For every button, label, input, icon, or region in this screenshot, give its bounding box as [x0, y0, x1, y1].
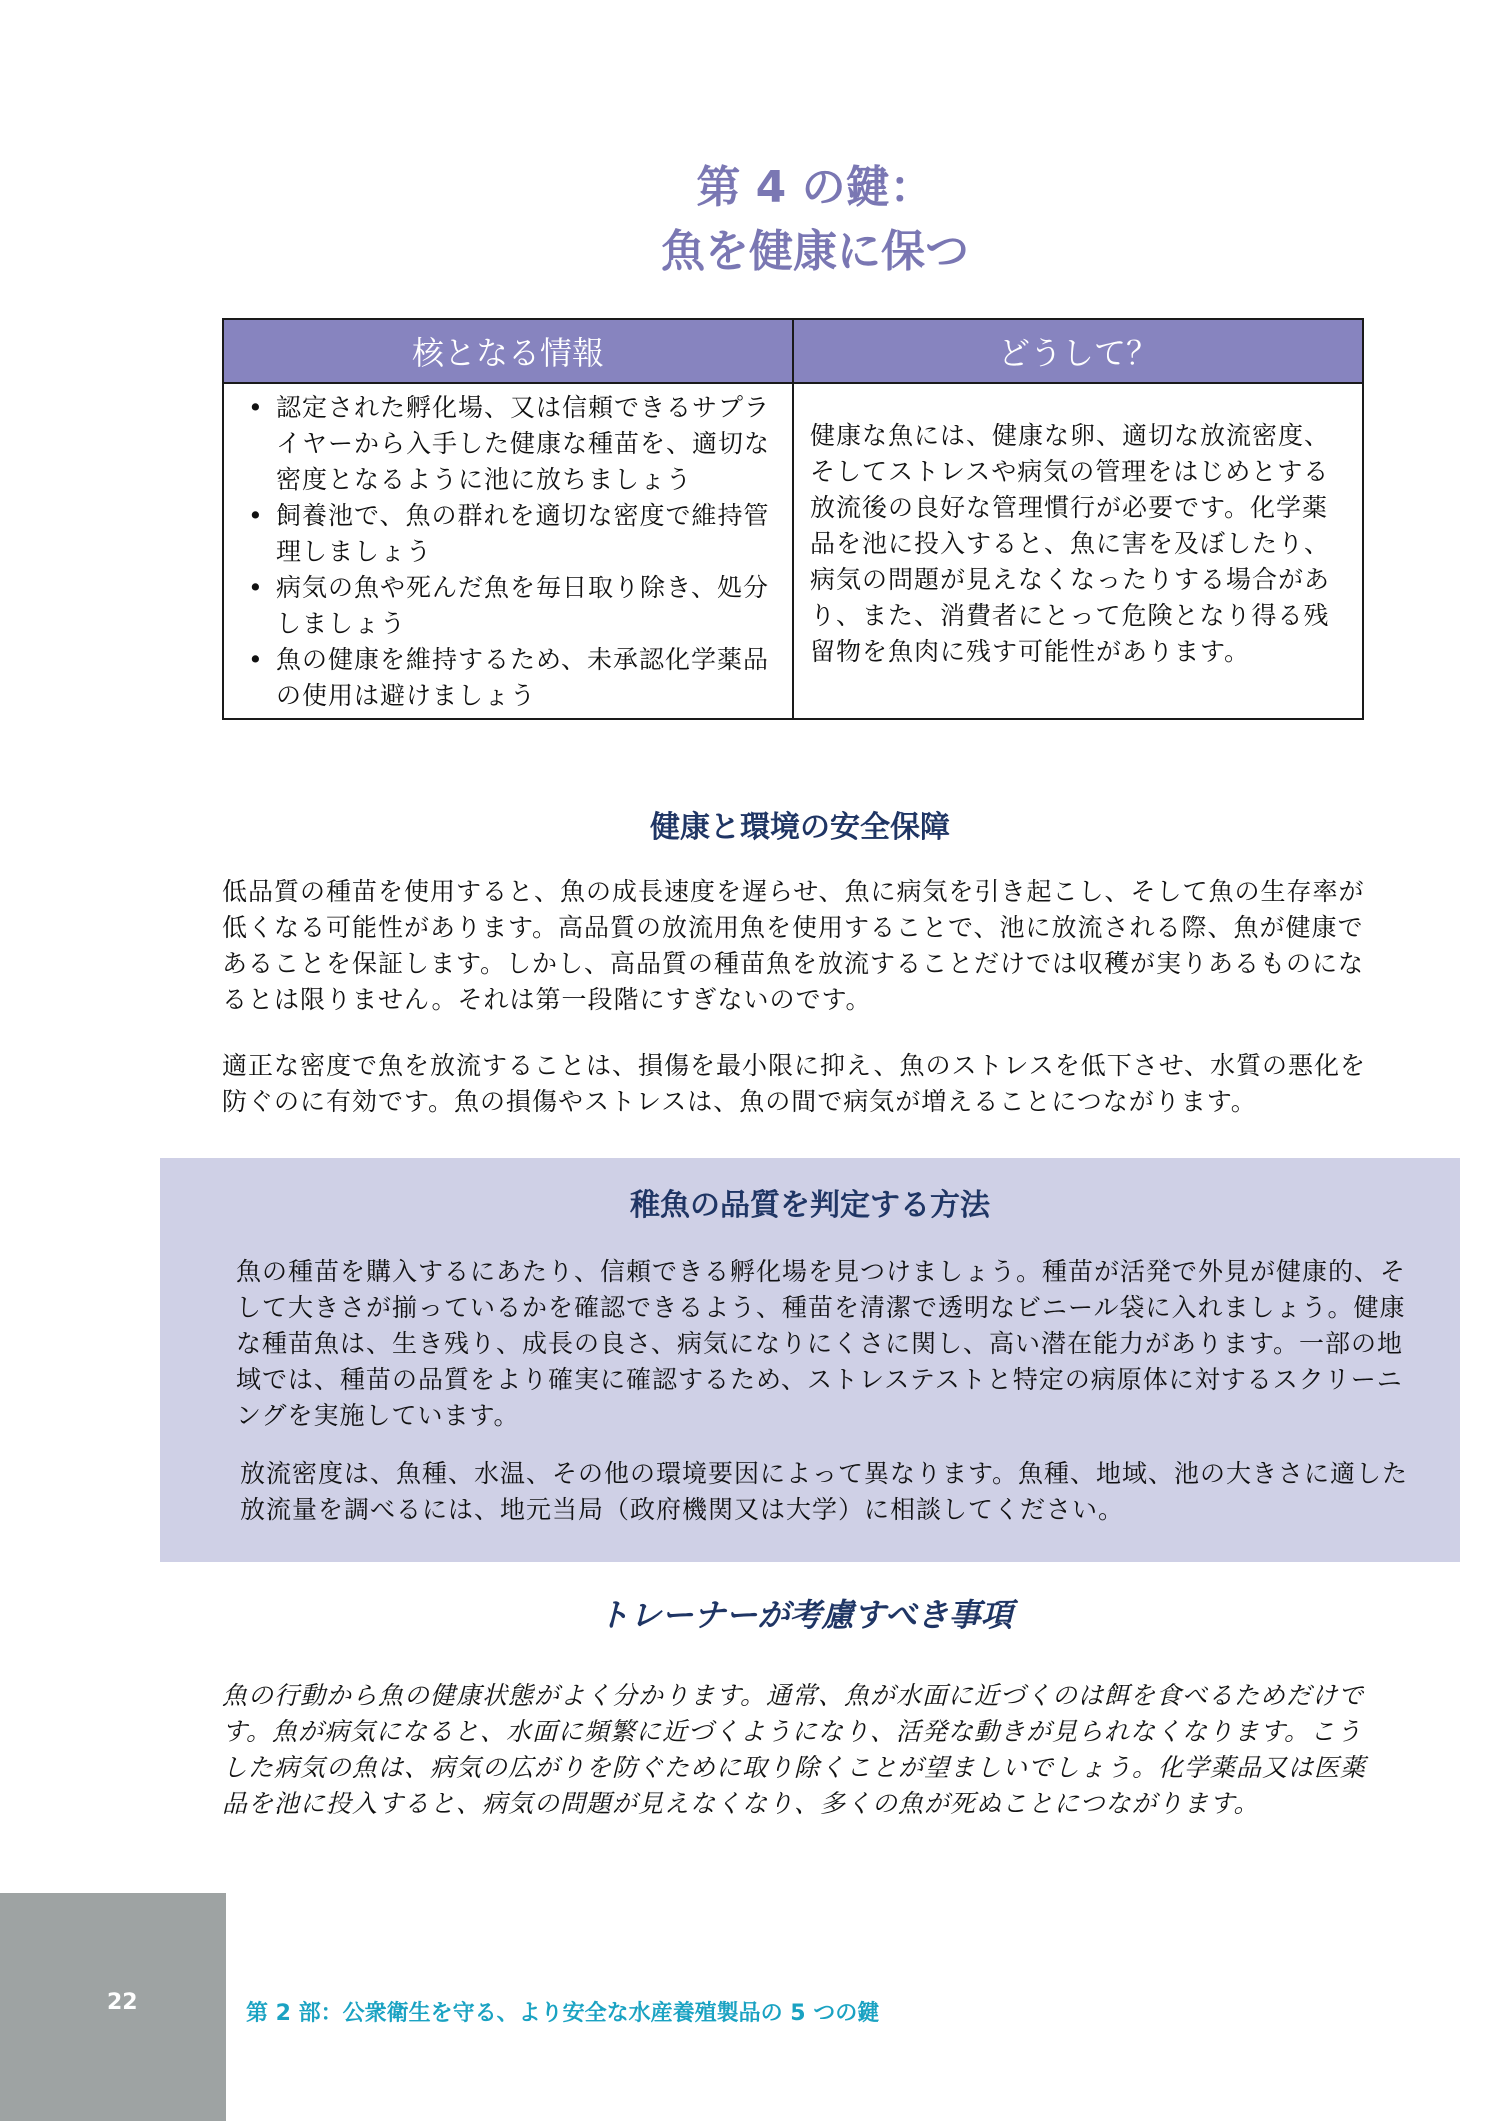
seed-quality-paragraph-2: 放流密度は、魚種、水温、その他の環境要因によって異なります。魚種、地域、池の大きさに適した放流量を調べるには、地元当局（政府機関又は大学）に相談してください。: [240, 1459, 1409, 1524]
list-item-text: 魚の健康を維持するため、未承認化学薬品の使用は避けましょう: [276, 645, 770, 710]
health-paragraph-2: 適正な密度で魚を放流することは、損傷を最小限に抑え、魚のストレスを低下させ、水質の悪化を防ぐのに有効です。魚の損傷やストレスは、魚の間で病気が増えることにつながります。: [222, 1051, 1367, 1116]
bullet-icon: •: [248, 573, 264, 602]
trainer-heading: トレーナーが考慮すべき事項: [597, 1596, 1013, 1634]
table-header-row: [223, 319, 1363, 383]
bullet-icon: •: [248, 393, 264, 422]
list-item: [238, 498, 778, 570]
list-item-text: 認定された孵化場、又は信頼できるサプライヤーから入手した健康な種苗を、適切な密度となるように池に放ちましょう: [276, 393, 771, 494]
list-item: [238, 390, 778, 498]
page-title-line-2: 魚を健康に保つ: [661, 226, 969, 277]
list-item: [238, 570, 778, 642]
bullet-icon: •: [248, 501, 264, 530]
seed-quality-paragraph-1: 魚の種苗を購入するにあたり、信頼できる孵化場を見つけましょう。種苗が活発で外見が健康的、そして大きさが揃っているかを確認できるよう、種苗を清潔で透明なビニール袋に入れましょう。健康な種苗魚は、生き残り、成長の良さ、病気になりにくさに関し、高い潜在能力があります。一部の地域では、種苗の品質をより確実に確認するため、ストレステストと特定の病原体に対するスクリーニングを実施しています。: [236, 1257, 1407, 1430]
key-info-table: [222, 318, 1364, 720]
list-item-text: 病気の魚や死んだ魚を毎日取り除き、処分しましょう: [276, 573, 770, 638]
seed-quality-heading: 稚魚の品質を判定する方法: [630, 1188, 990, 1223]
list-item-text: 飼養池で、魚の群れを適切な密度で維持管理しましょう: [276, 501, 770, 566]
section-heading-health: 健康と環境の安全保障: [650, 810, 950, 845]
table-body-row: [223, 383, 1363, 719]
page-title-line-1: 第 4 の鍵：: [696, 162, 934, 213]
health-paragraph-1: 低品質の種苗を使用すると、魚の成長速度を遅らせ、魚に病気を引き起こし、そして魚の生存率が低くなる可能性があります。高品質の放流用魚を使用することで、池に放流される際、魚が健康であることを保証します。しかし、高品質の種苗魚を放流することだけでは収穫が実りあるものになるとは限りません。それは第一段階にすぎないのです。: [222, 877, 1365, 1014]
core-info-list: [238, 390, 778, 714]
bullet-icon: •: [248, 645, 264, 674]
list-item: [238, 642, 778, 714]
header-why: どうして？: [793, 319, 1363, 383]
why-cell: 健康な魚には、健康な卵、適切な放流密度、そしてストレスや病気の管理をはじめとする放流後の良好な管理慣行が必要です。化学薬品を池に投入すると、魚に害を及ぼしたり、病気の問題が見えなくなったりする場合があり、また、消費者にとって危険となり得る残留物を魚肉に残す可能性があります。: [793, 383, 1363, 719]
trainer-paragraph: 魚の行動から魚の健康状態がよく分かります。通常、魚が水面に近づくのは餌を食べるためだけです。魚が病気になると、水面に頻繁に近づくようになり、活発な動きが見られなくなります。こうした病気の魚は、病気の広がりを防ぐために取り除くことが望ましいでしょう。化学薬品又は医薬品を池に投入すると、病気の問題が見えなくなり、多くの魚が死ぬことにつながります。: [222, 1681, 1367, 1818]
core-info-cell: [223, 383, 793, 719]
page-number: 22: [107, 1990, 138, 2015]
header-core-info: 核となる情報: [223, 319, 793, 383]
footer-section-title: 第 2 部：公衆衛生を守る、より安全な水産養殖製品の 5 つの鍵: [246, 2001, 880, 2026]
seed-quality-box: [160, 1158, 1460, 1562]
